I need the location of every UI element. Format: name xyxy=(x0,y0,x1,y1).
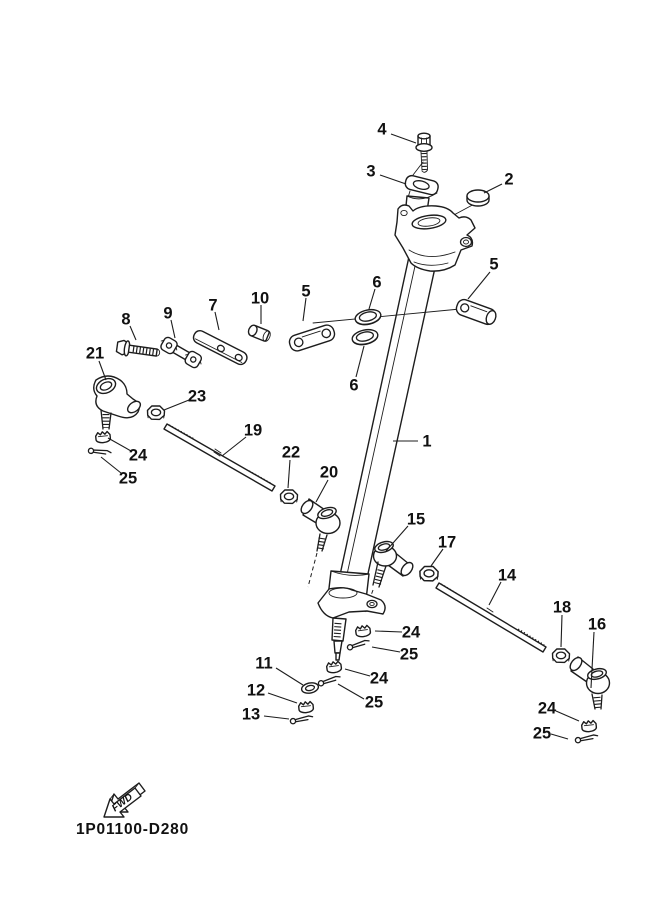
fwd-label: FWD xyxy=(110,791,135,815)
cotter-pin-13 xyxy=(290,715,313,724)
callout-label-9: 9 xyxy=(163,304,173,323)
leader-line-5 xyxy=(468,272,490,299)
callout-label-7: 7 xyxy=(208,296,218,315)
callout-label-18: 18 xyxy=(552,598,572,617)
callout-label-24: 24 xyxy=(537,699,557,718)
nut-18 xyxy=(553,649,570,662)
spring-washer-6-upper xyxy=(354,307,382,327)
callout-label-6: 6 xyxy=(349,376,359,395)
leader-line-24 xyxy=(375,631,402,632)
cotter-pin-25-left xyxy=(88,447,111,456)
stem-lower-end xyxy=(332,618,346,660)
cotter-pin-25-right xyxy=(575,734,598,743)
leader-line-12 xyxy=(268,693,297,703)
leader-line-25 xyxy=(338,684,364,699)
callout-label-19: 19 xyxy=(243,421,263,440)
leader-line-25 xyxy=(372,647,400,652)
nut-22 xyxy=(281,490,298,503)
callout-label-25: 25 xyxy=(118,469,138,488)
leader-line-5 xyxy=(303,298,306,321)
steering-arm-bracket xyxy=(318,588,385,618)
nut-23 xyxy=(148,406,165,419)
callout-label-14: 14 xyxy=(497,566,517,585)
callout-label-15: 15 xyxy=(406,510,426,529)
leader-line-25 xyxy=(551,734,568,739)
callout-label-17: 17 xyxy=(437,533,457,552)
callout-label-25: 25 xyxy=(399,645,419,664)
callout-label-1: 1 xyxy=(422,432,432,451)
leader-line-19 xyxy=(222,437,246,456)
callout-label-4: 4 xyxy=(377,120,387,139)
callout-label-24: 24 xyxy=(401,623,421,642)
spring-washer-6-lower xyxy=(351,327,379,347)
leader-line-14 xyxy=(489,582,501,605)
castle-nut-24-mid-lower xyxy=(326,661,342,674)
flange-bolt-4 xyxy=(416,133,432,172)
callout-label-3: 3 xyxy=(366,162,376,181)
tie-rod-end-21 xyxy=(94,376,143,429)
handlebar-clamp-3 xyxy=(404,174,439,199)
callout-label-5: 5 xyxy=(301,282,311,301)
callout-label-21: 21 xyxy=(85,344,105,363)
tie-rod-14 xyxy=(436,583,546,652)
cotter-pin-25-mid-upper xyxy=(347,639,370,650)
leader-line-6 xyxy=(369,289,375,309)
leader-line-6 xyxy=(356,346,364,377)
callout-label-13: 13 xyxy=(241,705,261,724)
leader-line-23 xyxy=(164,400,189,410)
callout-label-16: 16 xyxy=(587,615,607,634)
bolt-8 xyxy=(116,340,161,361)
part-code: 1P01100-D280 xyxy=(76,821,190,838)
leader-line-24 xyxy=(345,669,370,676)
callout-label-20: 20 xyxy=(319,463,339,482)
castle-nut-24-left xyxy=(95,431,110,443)
callout-label-11: 11 xyxy=(255,654,273,673)
leader-line-20 xyxy=(316,480,328,502)
leader-line-9 xyxy=(171,320,175,338)
collar-10 xyxy=(247,324,272,343)
leader-line-18 xyxy=(561,615,562,647)
tie-rod-end-16 xyxy=(568,655,610,709)
column-clamp-5-left xyxy=(288,323,337,352)
callout-label-25: 25 xyxy=(532,724,552,743)
callout-label-23: 23 xyxy=(187,387,207,406)
fwd-arrow xyxy=(104,783,145,817)
callout-label-24: 24 xyxy=(369,669,389,688)
column-clamp-5-right xyxy=(454,298,498,327)
clamp-alignment-line xyxy=(313,309,460,323)
callout-label-6: 6 xyxy=(372,273,382,292)
leader-line-24 xyxy=(108,438,131,451)
callout-label-2: 2 xyxy=(504,170,514,189)
leader-line-17 xyxy=(431,549,443,566)
nut-17 xyxy=(420,567,438,581)
leader-line-13 xyxy=(264,716,289,719)
upper-bracket xyxy=(395,205,475,271)
castle-nut-24-mid-upper xyxy=(355,625,371,638)
castle-nut-24-right xyxy=(581,720,596,732)
callout-label-25: 25 xyxy=(364,693,384,712)
callout-label-8: 8 xyxy=(121,310,131,329)
leader-line-8 xyxy=(130,326,136,340)
cotter-pin-25-mid-lower xyxy=(318,675,341,686)
leader-line-15 xyxy=(386,526,408,551)
leader-line-11 xyxy=(276,668,303,685)
callout-label-12: 12 xyxy=(246,681,266,700)
leader-line-24 xyxy=(556,711,579,721)
leader-line-22 xyxy=(288,460,290,488)
callout-label-24: 24 xyxy=(128,446,148,465)
leader-line-2 xyxy=(484,184,502,193)
callout-label-10: 10 xyxy=(250,289,270,308)
callout-label-5: 5 xyxy=(489,255,499,274)
callout-label-22: 22 xyxy=(281,443,301,462)
castle-nut-12 xyxy=(298,701,313,713)
leader-line-3 xyxy=(380,175,406,184)
leader-line-7 xyxy=(215,312,219,330)
callout-layer xyxy=(86,121,606,743)
leader-line-4 xyxy=(391,134,416,143)
washer-11 xyxy=(301,681,320,694)
